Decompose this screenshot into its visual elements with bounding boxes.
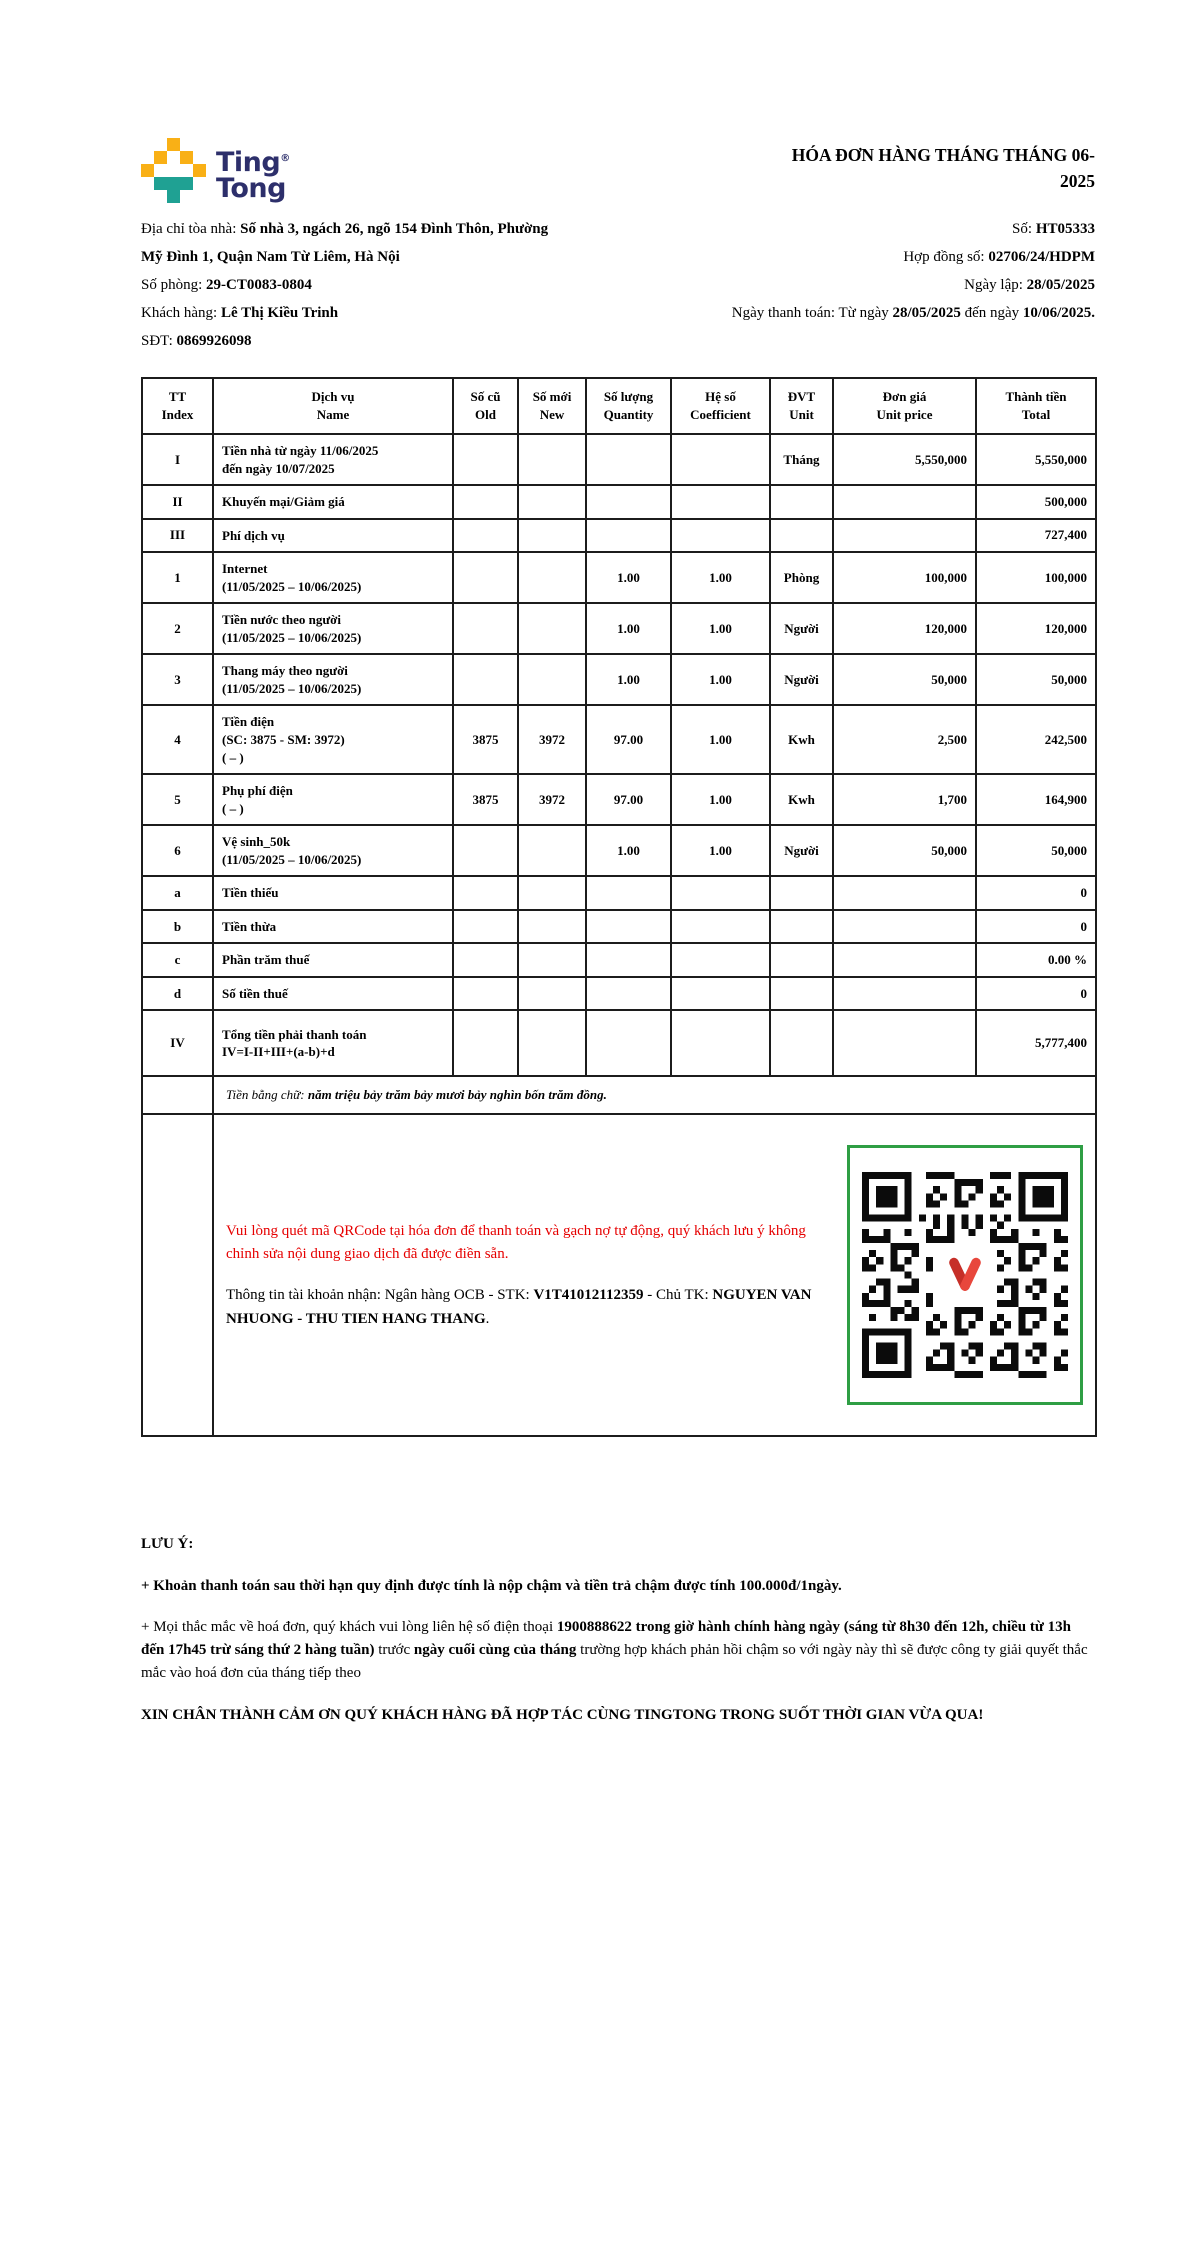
- column-header-line: Dịch vụ: [311, 389, 355, 405]
- service-name-line: Phụ phí điện: [222, 783, 293, 799]
- service-name: [213, 603, 453, 654]
- service-name: [213, 876, 453, 910]
- service-name-line: Tiền thiếu: [222, 885, 279, 901]
- column-header: [770, 378, 833, 434]
- logo-pixel-yellow: [141, 164, 154, 177]
- unit: [770, 876, 833, 910]
- table-row: [142, 654, 1096, 705]
- logo-pixel-empty: [167, 151, 180, 164]
- unit-price: [833, 485, 976, 519]
- logo-pixel-empty: [141, 177, 154, 190]
- coefficient: [671, 485, 770, 519]
- logo-pixel-empty: [141, 138, 154, 151]
- page-title-line2: 2025: [1060, 171, 1095, 192]
- service-name-line: (11/05/2025 – 10/06/2025): [222, 578, 362, 594]
- text-segment: V1T41012112359: [533, 1287, 644, 1304]
- quantity: 1.00: [586, 603, 671, 654]
- table-row: [142, 910, 1096, 944]
- row-index: 4: [142, 705, 213, 774]
- service-name: [213, 825, 453, 876]
- info-line: [706, 243, 1095, 271]
- service-name-line: (11/05/2025 – 10/06/2025): [222, 851, 362, 867]
- service-name-line: (11/05/2025 – 10/06/2025): [222, 680, 362, 696]
- unit: Phòng: [770, 552, 833, 603]
- text-segment: - Chủ TK:: [643, 1287, 713, 1304]
- unit-price: 1,700: [833, 774, 976, 825]
- unit: Kwh: [770, 774, 833, 825]
- column-header-line: Coefficient: [690, 407, 751, 422]
- service-name: [213, 519, 453, 553]
- new-reading: 3972: [518, 774, 586, 825]
- invoice-content: [141, 0, 1095, 1727]
- amount-in-words-label: Tiền bằng chữ:: [226, 1087, 308, 1103]
- service-name-line: Tiền điện: [222, 714, 275, 730]
- service-name-line: Internet: [222, 561, 268, 577]
- text-segment: + Khoản thanh toán sau thời hạn quy định được tính là nộp chậm và tiền trả chậm được tính 100.000đ/1ngày.: [141, 1577, 842, 1594]
- service-name-line: Tiền nhà từ ngày 11/06/2025: [222, 443, 379, 458]
- logo-pixel-empty: [193, 190, 206, 203]
- new-reading: [518, 654, 586, 705]
- table-row: [142, 552, 1096, 603]
- service-name: [213, 977, 453, 1011]
- table-row: [142, 774, 1096, 825]
- old-reading: [453, 552, 518, 603]
- text-segment: Số nhà 3, ngách 26, ngõ 154 Đình Thôn, Phường: [240, 221, 549, 237]
- old-reading: [453, 654, 518, 705]
- column-header-line: Số mới: [532, 389, 572, 405]
- logo-pixel-empty: [154, 190, 167, 203]
- logo-pixel-teal: [180, 177, 193, 190]
- quantity: [586, 977, 671, 1011]
- column-header-line: Unit price: [876, 407, 933, 422]
- tingtong-pixel-icon: [141, 138, 206, 203]
- column-header-line: TT: [168, 389, 187, 405]
- text-segment: trước: [374, 1642, 414, 1659]
- line-total: 5,550,000: [976, 434, 1096, 485]
- coefficient: 1.00: [671, 825, 770, 876]
- service-name-line: Vệ sinh_50k: [222, 834, 291, 850]
- logo-pixel-empty: [193, 138, 206, 151]
- unit-price: 100,000: [833, 552, 976, 603]
- column-header: [453, 378, 518, 434]
- column-header-line: Old: [475, 407, 496, 422]
- text-segment: ngày cuối cùng của tháng: [413, 1642, 577, 1659]
- unit: [770, 519, 833, 553]
- column-header-line: Name: [316, 407, 350, 422]
- old-reading: 3875: [453, 705, 518, 774]
- column-header-line: Total: [1021, 407, 1051, 422]
- page-title: [625, 142, 1095, 195]
- service-name: [213, 774, 453, 825]
- unit: [770, 1010, 833, 1076]
- column-header: [671, 378, 770, 434]
- qr-payment-row: [142, 1114, 1096, 1436]
- logo-pixel-empty: [141, 151, 154, 164]
- coefficient: 1.00: [671, 552, 770, 603]
- table-row: [142, 434, 1096, 485]
- logo-pixel-empty: [154, 138, 167, 151]
- vietqr-v-icon: [937, 1247, 993, 1303]
- service-name-line: Phí dịch vụ: [222, 527, 285, 543]
- column-header-line: Hệ số: [705, 389, 736, 405]
- column-header-line: New: [539, 407, 565, 422]
- row-index: 1: [142, 552, 213, 603]
- logo-pixel-empty: [154, 164, 167, 177]
- new-reading: [518, 977, 586, 1011]
- text-segment: Số phòng:: [141, 277, 207, 293]
- info-line: [141, 299, 706, 327]
- old-reading: [453, 434, 518, 485]
- new-reading: 3972: [518, 705, 586, 774]
- column-header: [976, 378, 1096, 434]
- new-reading: [518, 876, 586, 910]
- text-segment: Thông tin tài khoản nhận: Ngân hàng OCB - STK:: [226, 1287, 534, 1304]
- service-name-line: Tổng tiền phải thanh toán: [222, 1026, 367, 1042]
- column-header-line: Quantity: [603, 407, 654, 422]
- unit-price: [833, 977, 976, 1011]
- unit-price: 50,000: [833, 654, 976, 705]
- text-segment: HT05333: [1035, 221, 1095, 237]
- amount-in-words-value: năm triệu bảy trăm bảy mươi bảy nghìn bốn trăm đồng.: [307, 1087, 607, 1103]
- column-header-line: ĐVT: [787, 389, 816, 405]
- logo-pixel-yellow: [193, 164, 206, 177]
- unit: [770, 910, 833, 944]
- invoice-table-body: [142, 434, 1096, 1076]
- column-header-line: Thành tiền: [1005, 389, 1067, 405]
- service-name: [213, 434, 453, 485]
- table-row: [142, 485, 1096, 519]
- new-reading: [518, 1010, 586, 1076]
- brand-logo: [141, 138, 290, 203]
- text-segment: Lê Thị Kiều Trinh: [220, 305, 339, 321]
- row-index: IV: [142, 1010, 213, 1076]
- quantity: [586, 910, 671, 944]
- service-name: [213, 1010, 453, 1076]
- line-total: 727,400: [976, 519, 1096, 553]
- column-header-line: Đơn giá: [882, 389, 927, 405]
- logo-pixel-yellow: [154, 151, 167, 164]
- quantity: [586, 943, 671, 977]
- unit: Người: [770, 654, 833, 705]
- brand-wordmark: [216, 146, 290, 202]
- unit-price: [833, 519, 976, 553]
- quantity: 1.00: [586, 654, 671, 705]
- logo-pixel-empty: [180, 190, 193, 203]
- new-reading: [518, 910, 586, 944]
- unit: [770, 485, 833, 519]
- unit-price: 50,000: [833, 825, 976, 876]
- column-header-line: Số cũ: [470, 389, 501, 405]
- info-line: [706, 271, 1095, 299]
- text-segment: Ngày lập:: [964, 277, 1027, 293]
- logo-pixel-empty: [167, 164, 180, 177]
- line-total: 242,500: [976, 705, 1096, 774]
- old-reading: [453, 485, 518, 519]
- line-total: 100,000: [976, 552, 1096, 603]
- table-row: [142, 943, 1096, 977]
- coefficient: 1.00: [671, 654, 770, 705]
- line-total: 5,777,400: [976, 1010, 1096, 1076]
- column-header: [213, 378, 453, 434]
- invoice-table: [141, 377, 1097, 1437]
- brand-wordmark-line1: Ting®: [216, 147, 290, 178]
- column-header: [518, 378, 586, 434]
- brand-wordmark-line2: Tong: [216, 173, 286, 204]
- logo-pixel-empty: [193, 151, 206, 164]
- invoice-table-footer: [142, 1076, 1096, 1436]
- unit-price: 2,500: [833, 705, 976, 774]
- unit: Người: [770, 825, 833, 876]
- text-segment: 0869926098: [176, 333, 252, 349]
- unit-price: 120,000: [833, 603, 976, 654]
- invoice-info: [141, 215, 1095, 355]
- note-item: [141, 1575, 1095, 1598]
- amount-in-words: [213, 1076, 1096, 1114]
- service-name-line: Thang máy theo người: [222, 663, 348, 679]
- quantity: 1.00: [586, 552, 671, 603]
- unit-price: [833, 943, 976, 977]
- page-title-line1: HÓA ĐƠN HÀNG THÁNG THÁNG 06-: [791, 145, 1095, 165]
- line-total: 50,000: [976, 654, 1096, 705]
- text-segment: Địa chỉ tòa nhà:: [141, 221, 241, 237]
- new-reading: [518, 485, 586, 519]
- service-name-line: Tiền nước theo người: [222, 612, 341, 628]
- service-name-line: (SC: 3875 - SM: 3972): [222, 732, 345, 748]
- notes-heading: LƯU Ý:: [141, 1536, 194, 1553]
- coefficient: [671, 977, 770, 1011]
- unit: Người: [770, 603, 833, 654]
- coefficient: [671, 876, 770, 910]
- new-reading: [518, 943, 586, 977]
- info-line: [141, 243, 706, 271]
- service-name-line: Số tiền thuế: [222, 985, 288, 1001]
- old-reading: [453, 943, 518, 977]
- service-name: [213, 943, 453, 977]
- logo-pixel-yellow: [167, 138, 180, 151]
- row-index: 5: [142, 774, 213, 825]
- text-segment: Số:: [1012, 221, 1036, 237]
- column-header: [142, 378, 213, 434]
- amount-in-words-row: [142, 1076, 1096, 1114]
- row-index: b: [142, 910, 213, 944]
- service-name-line: Phần trăm thuế: [222, 952, 310, 968]
- service-name: [213, 552, 453, 603]
- empty-index-cell: [142, 1114, 213, 1436]
- info-line: [141, 327, 706, 355]
- unit: [770, 943, 833, 977]
- row-index: 6: [142, 825, 213, 876]
- info-line: [706, 215, 1095, 243]
- table-row: [142, 876, 1096, 910]
- line-total: 120,000: [976, 603, 1096, 654]
- unit: Kwh: [770, 705, 833, 774]
- row-index: d: [142, 977, 213, 1011]
- row-index: III: [142, 519, 213, 553]
- table-row: [142, 825, 1096, 876]
- text-segment: 1900888622 trong giờ hành chính hàng ngày (sáng từ 8h30 đến 12h, chiều từ 13h đến 17h45 trừ sáng thứ 2 hàng tuần): [141, 1618, 1071, 1659]
- coefficient: 1.00: [671, 705, 770, 774]
- header-row: [142, 378, 1096, 434]
- quantity: [586, 1010, 671, 1076]
- quantity: [586, 876, 671, 910]
- logo-pixel-empty: [180, 138, 193, 151]
- table-row: [142, 1010, 1096, 1076]
- info-line: [706, 299, 1095, 327]
- coefficient: [671, 434, 770, 485]
- service-name-line: ( – ): [222, 749, 244, 765]
- text-segment: đến ngày: [960, 305, 1023, 321]
- qr-frame: [847, 1145, 1083, 1405]
- text-segment: 28/05/2025: [1026, 277, 1095, 293]
- footer-notes: [141, 1533, 1095, 1727]
- unit-price: [833, 1010, 976, 1076]
- service-name: [213, 654, 453, 705]
- old-reading: [453, 977, 518, 1011]
- line-total: 164,900: [976, 774, 1096, 825]
- qr-payment-inner: [226, 1125, 1083, 1425]
- row-index: 3: [142, 654, 213, 705]
- service-name-line: ( – ): [222, 800, 244, 816]
- note-item: [141, 1616, 1095, 1686]
- row-index: c: [142, 943, 213, 977]
- notes-items: [141, 1575, 1095, 1686]
- text-segment: 10/06/2025.: [1022, 305, 1095, 321]
- qr-payment-note: Vui lòng quét mã QRCode tại hóa đơn để thanh toán và gạch nợ tự động, quý khách lưu ý không chỉnh sửa nội dung giao dịch đã được điền sẵn.: [226, 1222, 806, 1263]
- info-line: [141, 215, 706, 243]
- quantity: [586, 485, 671, 519]
- text-segment: Mỹ Đình 1, Quận Nam Từ Liêm, Hà Nội: [141, 249, 400, 265]
- table-row: [142, 519, 1096, 553]
- qr-payment-cell: [213, 1114, 1096, 1436]
- customer-info: [141, 215, 706, 355]
- payment-instructions: [226, 1220, 826, 1331]
- text-segment: + Mọi thắc mắc về hoá đơn, quý khách vui lòng liên hệ số điện thoại: [141, 1618, 557, 1635]
- text-segment: Khách hàng:: [141, 305, 221, 321]
- logo-pixel-teal: [167, 190, 180, 203]
- old-reading: [453, 876, 518, 910]
- logo-pixel-yellow: [180, 151, 193, 164]
- new-reading: [518, 825, 586, 876]
- text-segment: 28/05/2025: [892, 305, 961, 321]
- old-reading: [453, 603, 518, 654]
- service-name-line: (11/05/2025 – 10/06/2025): [222, 629, 362, 645]
- line-total: 500,000: [976, 485, 1096, 519]
- bank-account-info: [226, 1284, 826, 1331]
- quantity: 97.00: [586, 705, 671, 774]
- invoice-meta: [706, 215, 1095, 355]
- line-total: 0: [976, 910, 1096, 944]
- logo-pixel-empty: [193, 177, 206, 190]
- unit-price: [833, 876, 976, 910]
- row-index: II: [142, 485, 213, 519]
- service-name-line: đến ngày 10/07/2025: [222, 460, 335, 476]
- logo-pixel-teal: [154, 177, 167, 190]
- line-total: 50,000: [976, 825, 1096, 876]
- coefficient: [671, 519, 770, 553]
- logo-pixel-empty: [180, 164, 193, 177]
- service-name: [213, 705, 453, 774]
- logo-pixel-empty: [141, 190, 154, 203]
- column-header: [833, 378, 976, 434]
- info-line: [141, 271, 706, 299]
- line-total: 0: [976, 977, 1096, 1011]
- row-index: I: [142, 434, 213, 485]
- text-segment: Hợp đồng số:: [903, 249, 989, 265]
- service-name-line: IV=I-II+III+(a-b)+d: [222, 1044, 335, 1060]
- registered-mark: ®: [280, 153, 290, 164]
- row-index: a: [142, 876, 213, 910]
- header: [141, 138, 1095, 203]
- new-reading: [518, 603, 586, 654]
- text-segment: Ngày thanh toán: Từ ngày: [731, 305, 893, 321]
- old-reading: [453, 910, 518, 944]
- column-header-line: Unit: [789, 407, 814, 422]
- unit-price: [833, 910, 976, 944]
- coefficient: [671, 943, 770, 977]
- logo-pixel-teal: [167, 177, 180, 190]
- quantity: [586, 519, 671, 553]
- service-name-line: Tiền thừa: [222, 918, 277, 934]
- thank-you-message: XIN CHÂN THÀNH CẢM ƠN QUÝ KHÁCH HÀNG ĐÃ HỢP TÁC CÙNG TINGTONG TRONG SUỐT THỜI GIAN VỪA QUA!: [141, 1706, 984, 1723]
- new-reading: [518, 519, 586, 553]
- service-name-line: Khuyến mại/Giảm giá: [222, 494, 345, 510]
- line-total: 0.00 %: [976, 943, 1096, 977]
- text-segment: .: [485, 1310, 490, 1327]
- new-reading: [518, 434, 586, 485]
- table-row: [142, 977, 1096, 1011]
- text-segment: 02706/24/HDPM: [988, 249, 1095, 265]
- old-reading: 3875: [453, 774, 518, 825]
- text-segment: 29-CT0083-0804: [206, 277, 312, 293]
- service-name: [213, 485, 453, 519]
- service-name: [213, 910, 453, 944]
- coefficient: 1.00: [671, 774, 770, 825]
- text-segment: trường hợp khách phản hồi chậm so với ngày này thì sẽ được công ty giải quyết thắc mắc vào hoá đơn của tháng tiếp theo: [141, 1642, 1088, 1682]
- line-total: 0: [976, 876, 1096, 910]
- invoice-table-header: [142, 378, 1096, 434]
- unit-price: 5,550,000: [833, 434, 976, 485]
- old-reading: [453, 825, 518, 876]
- quantity: [586, 434, 671, 485]
- text-segment: NGUYEN VAN NHUONG - THU TIEN HANG THANG: [226, 1287, 812, 1327]
- table-row: [142, 603, 1096, 654]
- row-index: 2: [142, 603, 213, 654]
- coefficient: [671, 1010, 770, 1076]
- unit: Tháng: [770, 434, 833, 485]
- unit: [770, 977, 833, 1011]
- old-reading: [453, 519, 518, 553]
- column-header-line: Index: [161, 407, 194, 422]
- old-reading: [453, 1010, 518, 1076]
- empty-index-cell: [142, 1076, 213, 1114]
- coefficient: 1.00: [671, 603, 770, 654]
- text-segment: SĐT:: [141, 333, 177, 349]
- column-header-line: Số lượng: [603, 389, 654, 405]
- coefficient: [671, 910, 770, 944]
- quantity: 97.00: [586, 774, 671, 825]
- table-row: [142, 705, 1096, 774]
- new-reading: [518, 552, 586, 603]
- column-header: [586, 378, 671, 434]
- quantity: 1.00: [586, 825, 671, 876]
